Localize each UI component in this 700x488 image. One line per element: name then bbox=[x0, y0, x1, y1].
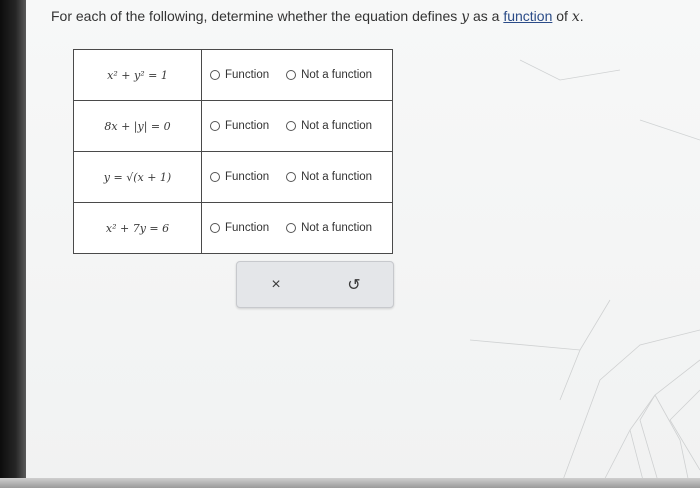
screen-bottom-edge bbox=[0, 478, 700, 488]
radio-label: Function bbox=[225, 222, 270, 234]
question-text-3: of bbox=[552, 8, 572, 24]
radio-label: Not a function bbox=[301, 69, 373, 81]
equation-2: 8x + |y| = 0 bbox=[104, 119, 171, 133]
function-link[interactable]: function bbox=[503, 8, 553, 24]
variable-x: x bbox=[571, 9, 580, 25]
clear-icon[interactable]: × bbox=[271, 275, 281, 293]
equation-3: y = √(x + 1) bbox=[103, 170, 172, 184]
radio-label: Not a function bbox=[301, 120, 373, 132]
radio-label: Function bbox=[225, 69, 270, 81]
equation-1: x² + y² = 1 bbox=[107, 68, 168, 82]
question-period: . bbox=[579, 8, 584, 24]
radio-label: Function bbox=[225, 171, 270, 183]
radio-label: Not a function bbox=[301, 222, 373, 234]
question-text: For each of the following, determine whether the equation defines bbox=[51, 8, 462, 24]
radio-label: Function bbox=[225, 120, 270, 132]
radio-label: Not a function bbox=[301, 171, 373, 183]
question-text-2: as a bbox=[469, 8, 504, 24]
equation-4: x² + 7y = 6 bbox=[105, 221, 170, 235]
variable-y: y bbox=[461, 9, 470, 25]
undo-icon[interactable]: ↺ bbox=[347, 276, 361, 294]
